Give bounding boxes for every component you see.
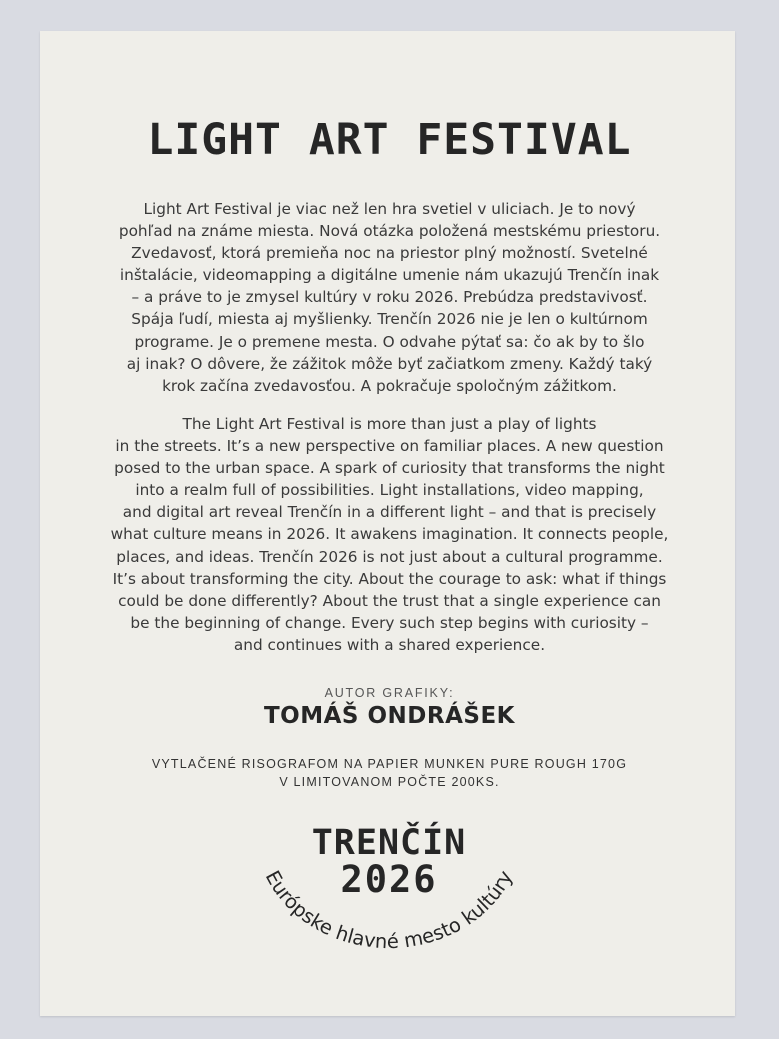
print-note-line: VYTLAČENÉ RISOGRAFOM NA PAPIER MUNKEN PURE ROUGH 170G	[151, 757, 628, 771]
slovak-line: aj inak? O dôvere, že zážitok môže byť začiatkom zmeny. Každý taký	[126, 354, 653, 373]
slovak-line: programe. Je o premene mesta. O odvahe pýtať sa: čo ak by to šlo	[134, 332, 645, 351]
english-line: be the beginning of change. Every such step begins with curiosity –	[130, 613, 649, 632]
print-note-line: V LIMITOVANOM POČTE 200KS.	[279, 775, 500, 789]
slovak-line: – a práve to je zmysel kultúry v roku 2026. Prebúdza predstavivosť.	[131, 288, 648, 307]
slovak-line: Zvedavosť, ktorá premieňa noc na priestor plný možností. Svetelné	[131, 244, 648, 263]
english-line: in the streets. It’s a new perspective on familiar places. A new question	[115, 437, 664, 456]
slovak-line: Spája ľudí, miesta aj myšlienky. Trenčín 2026 nie je len o kultúrnom	[131, 310, 648, 329]
english-line: and digital art reveal Trenčín in a different light – and that is precisely	[122, 503, 657, 522]
logo-year: 2026	[340, 858, 438, 901]
english-line: posed to the urban space. A spark of curiosity that transforms the night	[114, 459, 665, 478]
english-line: places, and ideas. Trenčín 2026 is not just about a cultural programme.	[116, 547, 663, 566]
english-paragraph	[70, 413, 709, 656]
author-name: TOMÁŠ ONDRÁŠEK	[263, 703, 515, 729]
english-line: what culture means in 2026. It awakens imagination. It connects people,	[110, 525, 669, 544]
english-line: The Light Art Festival is more than just a play of lights	[182, 415, 597, 433]
english-line: could be done differently? About the trust that a single experience can	[118, 591, 661, 610]
slovak-line: inštalácie, videomapping a digitálne umenie nám ukazujú Trenčín inak	[119, 266, 660, 285]
print-note	[0, 755, 779, 791]
english-line: and continues with a shared experience.	[233, 635, 546, 654]
slovak-paragraph	[70, 198, 709, 397]
slovak-line: krok začína zvedavosťou. A pokračuje spoločným zážitkom.	[162, 376, 617, 395]
festival-title: LIGHT ART FESTIVAL	[147, 115, 632, 165]
slovak-line: Light Art Festival je viac než len hra svetiel v uliciach. Je to nový	[143, 200, 636, 218]
english-line: into a realm full of possibilities. Light installations, video mapping,	[135, 481, 644, 500]
slovak-line: pohľad na známe miesta. Nová otázka položená mestskému priestoru.	[118, 222, 661, 241]
logo-arc-textpath: Európske hlavné mesto kultúry	[260, 866, 518, 954]
author-label: AUTOR GRAFIKY:	[324, 686, 455, 700]
english-line: It’s about transforming the city. About the courage to ask: what if things	[112, 569, 667, 588]
trencin-2026-logo	[229, 808, 549, 968]
logo-city: TRENČÍN	[311, 823, 467, 863]
